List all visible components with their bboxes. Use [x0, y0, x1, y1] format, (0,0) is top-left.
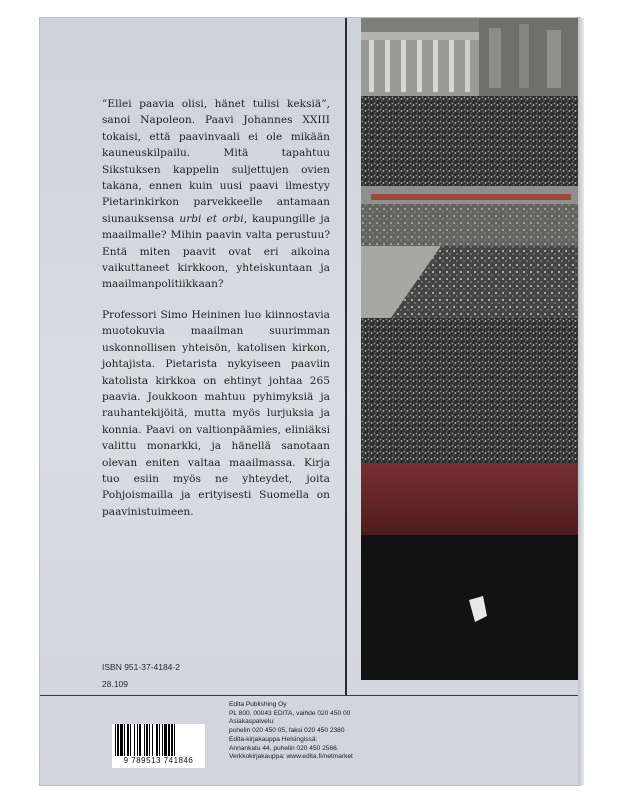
red-balcony-drape	[361, 463, 578, 535]
st-peters-square-photo	[361, 18, 578, 680]
blurb-text	[102, 96, 330, 534]
publisher-line: Annankatu 44, puhelin 020 450 2566.	[229, 744, 339, 752]
barcode-digits: 9 789513 741846	[112, 756, 205, 765]
publisher-line: PL 800, 00043 EDITA, vaihde 020 450 00	[229, 709, 351, 717]
isbn: ISBN 951-37-4184-2	[102, 662, 180, 672]
classification-code: 28.109	[102, 679, 128, 689]
publisher-line: Asiakaspalvelu:	[229, 718, 275, 726]
blurb-paragraph-1: ”Ellei paavia olisi, hänet tulisi keksiä”, sanoi Napoleon. Paavi Johannes XXIII tokaisi, että paavinvaali ei ole mikään kauneuskilpailu. Mitä tapahtuu Sikstuksen kappelin suljettujen ovien takana, ennen kuin uusi paavi ilmestyy Pietarinkirkon parvekkeelle antamaan siunauksensa urbi et orbi, kaupungille ja maailmalle? Mihin paavin valta perustuu? Entä miten paavit ovat eri aikoina vaikuttaneet kirkkoon, yhteiskuntaan ja maailmanpolitiikkaan?	[102, 98, 330, 291]
publisher-line: Edita-kirjakauppa Helsingissä:	[229, 735, 318, 743]
publisher-line: Verkkokirjakauppa: www.edita.fi/netmarket	[229, 753, 353, 761]
blurb-paragraph-2: Professori Simo Heininen luo kiinnostavia muotokuvia maailman suurimman uskonnollisen yhteisön, katolisen kirkon, johtajista. Pietarista nykyiseen paaviin katolista kirkkoa on ehtinyt johtaa 265 paavia. Joukkoon mahtuu pyhimyksiä ja rauhantekijöitä, mutta myös lurjuksia ja konnia. Paavi on valtionpäämies, eliniäksi valittu monarkki, ja hänellä sanotaan olevan eniten valtaa maailmassa. Kirja tuo esiin myös ne yhteydet, joita Pohjoismailla ja erityisesti Suomella on paavinistuimeen.	[102, 308, 330, 518]
book-spine-edge	[578, 18, 584, 785]
colonnade	[361, 18, 578, 96]
vertical-divider	[345, 18, 347, 696]
publisher-line: Edita Publishing Oy	[229, 701, 287, 708]
horizontal-divider	[40, 695, 578, 696]
publisher-info	[229, 701, 369, 762]
publisher-line: puhelin 020 450 05, faksi 020 450 2380	[229, 727, 345, 735]
